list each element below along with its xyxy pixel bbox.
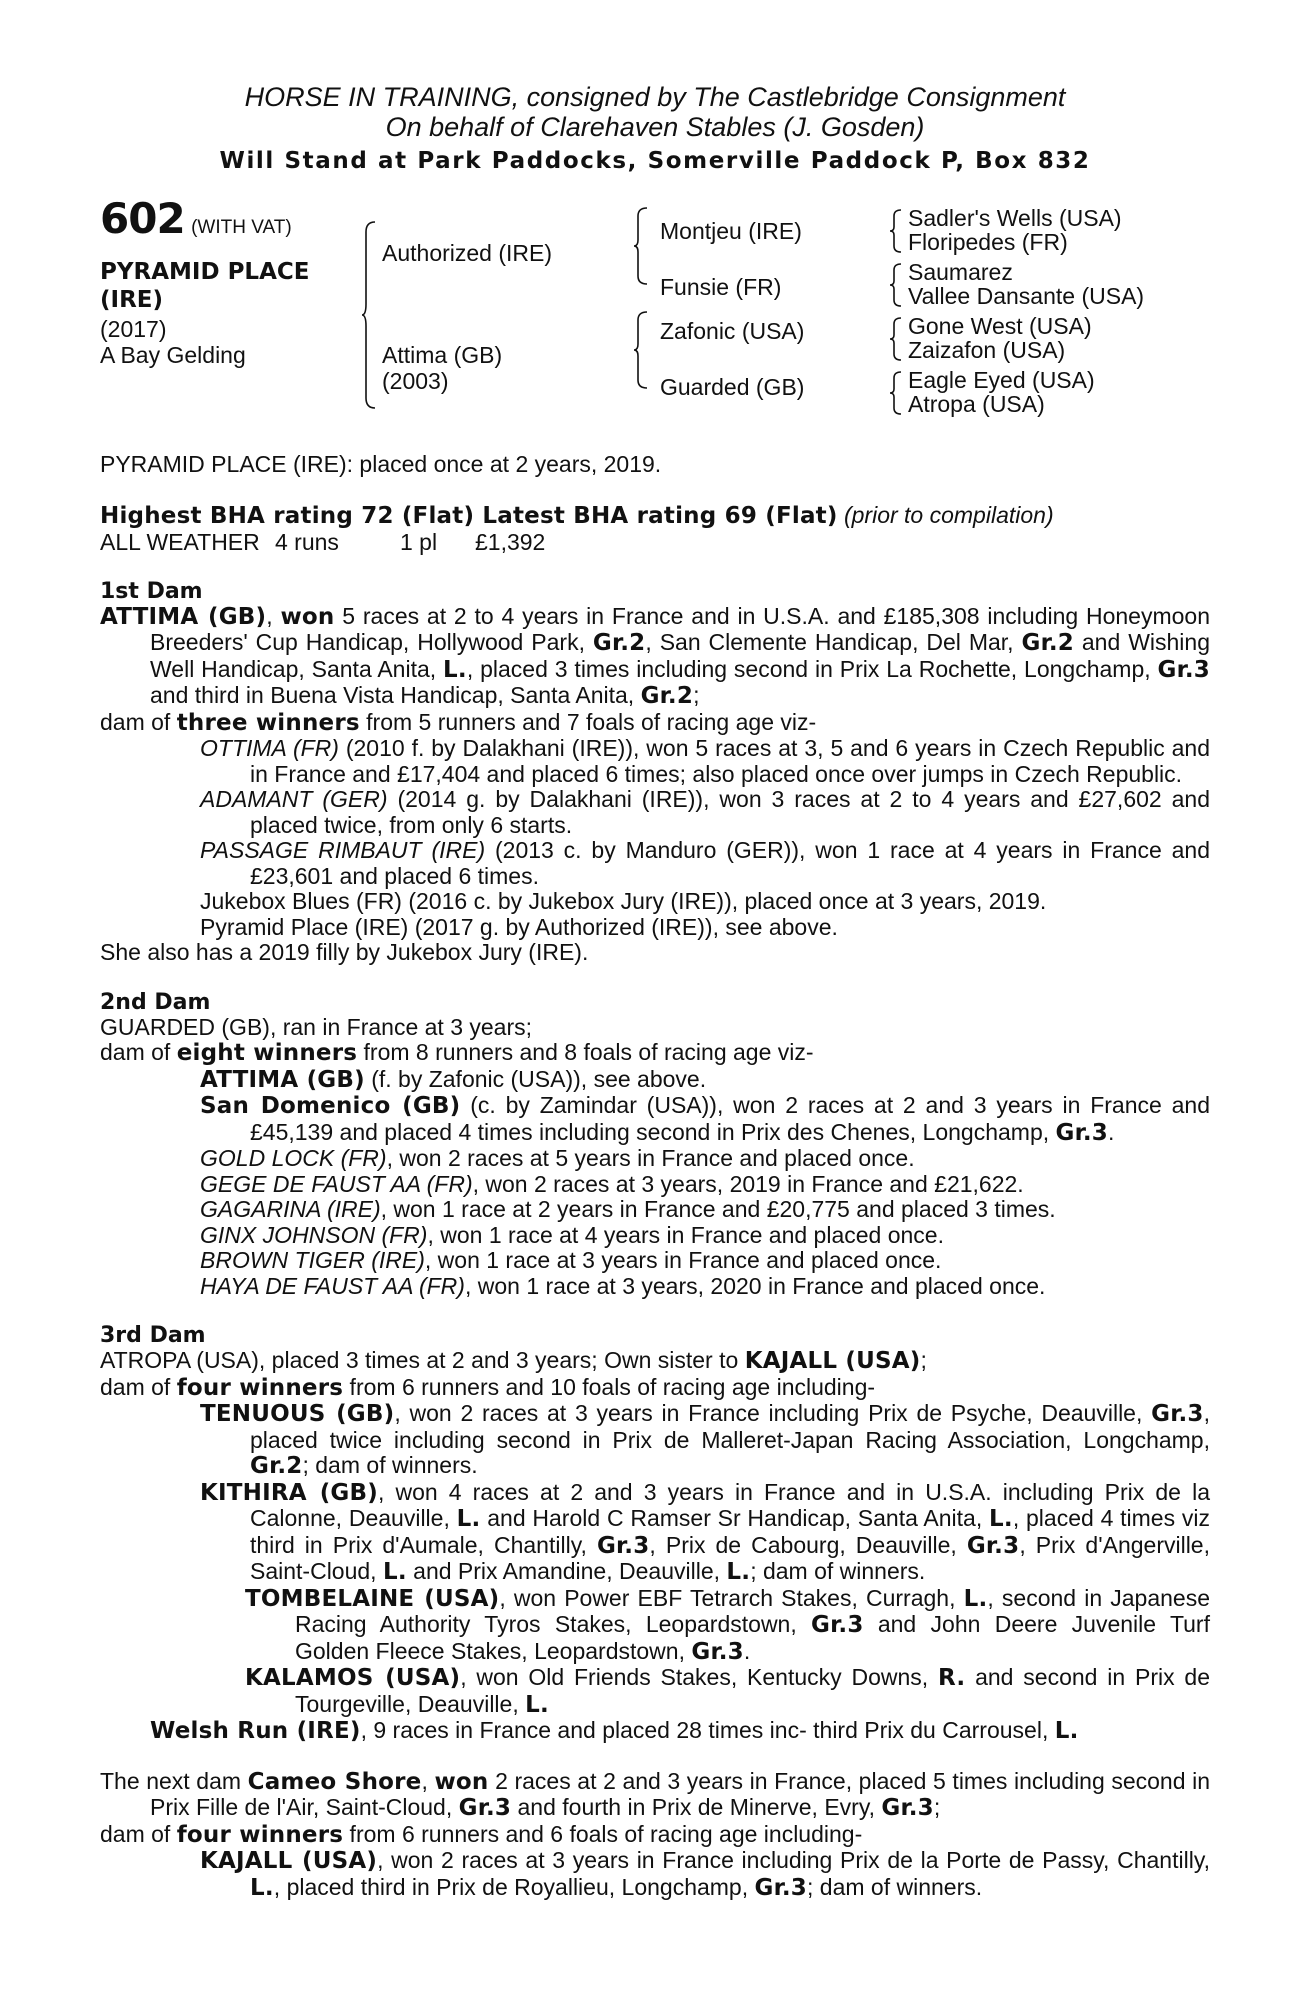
first-dam-heading: 1st Dam bbox=[100, 578, 203, 604]
g2: Floripedes (FR) bbox=[908, 229, 1068, 255]
third-dam-produce-summary: dam of four winners from 6 runners and 10 foals of racing age including- bbox=[100, 1373, 876, 1401]
produce-2019-filly: She also has a 2019 filly by Jukebox Jury (IRE). bbox=[100, 939, 589, 965]
dam-dam: Guarded (GB) bbox=[660, 374, 805, 400]
third-dam-heading: 3rd Dam bbox=[100, 1323, 206, 1348]
second-dam-produce-summary: dam of eight winners from 8 runners and 8 foals of racing age viz- bbox=[100, 1039, 814, 1066]
vat-note: (WITH VAT) bbox=[191, 217, 292, 238]
g5: Gone West (USA) bbox=[908, 313, 1092, 339]
produce-gold-lock: GOLD LOCK (FR), won 2 races at 5 years in France and placed once. bbox=[200, 1145, 915, 1171]
brace-g4 bbox=[890, 370, 902, 416]
produce-tenuous: TENUOUS (GB), won 2 races at 3 years in France including Prix de Psyche, Deauville, Gr.3, placed twice including second in Prix de Malleret-Japan Racing Association, Longchamp, Gr.2; dam of winners. bbox=[200, 1400, 1210, 1479]
sire-dam: Funsie (FR) bbox=[660, 274, 782, 300]
all-weather-record bbox=[100, 529, 1210, 555]
brace-generation-1 bbox=[362, 220, 376, 410]
pedigree-table bbox=[100, 194, 1210, 436]
produce-pyramid-place: Pyramid Place (IRE) (2017 g. by Authorized (IRE)), see above. bbox=[200, 913, 838, 940]
produce-adamant: ADAMANT (GER) (2014 g. by Dalakhani (IRE)), won 3 races at 2 to 4 years and £27,602 and placed twice, from only 6 starts. bbox=[200, 786, 1211, 838]
g6: Zaizafon (USA) bbox=[908, 337, 1066, 363]
brace-sire-parents bbox=[634, 206, 648, 286]
produce-gege-de-faust: GEGE DE FAUST AA (FR), won 2 races at 3 years, 2019 in France and £21,622. bbox=[200, 1170, 1024, 1197]
produce-san-domenico: San Domenico (GB) (c. by Zamindar (USA)), won 2 races at 2 and 3 years in France and £45,139 and placed 4 times including second in Prix des Chenes, Longchamp, Gr.3. bbox=[200, 1092, 1210, 1146]
sire: Authorized (IRE) bbox=[382, 240, 553, 266]
brace-g3 bbox=[890, 316, 902, 362]
first-dam-record: ATTIMA (GB), won 5 races at 2 to 4 years in France and in U.S.A. and £185,308 including Honeymoon Breeders' Cup Handicap, Hollywood Park, Gr.2, San Clemente Handicap, Del Mar, Gr.2 and Wishing Well Handicap, Santa Anita, L., placed 3 times including second in Prix La Rochette, Longchamp, Gr.3 and third in Buena Vista Handicap, Santa Anita, Gr.2; bbox=[100, 602, 1211, 709]
produce-welsh-run: Welsh Run (IRE), 9 races in France and placed 28 times inc- third Prix du Carrousel, L. bbox=[150, 1717, 1079, 1744]
produce-ginx-johnson: GINX JOHNSON (FR), won 1 race at 4 years in France and placed once. bbox=[200, 1221, 944, 1248]
bha-ratings: Highest BHA rating 72 (Flat) Latest BHA rating 69 (Flat) bbox=[100, 502, 838, 529]
brace-dam-parents bbox=[634, 310, 648, 390]
horse-name-country: (IRE) bbox=[100, 287, 164, 313]
produce-gagarina: GAGARINA (IRE), won 1 race at 2 years in France and £20,775 and placed 3 times. bbox=[200, 1196, 1056, 1222]
rating-line bbox=[100, 502, 1210, 529]
first-dam-produce-summary: dam of three winners from 5 runners and 7 foals of racing age viz- bbox=[100, 708, 817, 736]
produce-passage-rimbaut: PASSAGE RIMBAUT (IRE) (2013 c. by Manduro (GER)), won 1 race at 4 years in France and £23,601 and placed 6 times. bbox=[200, 837, 1210, 889]
g8: Atropa (USA) bbox=[908, 391, 1045, 417]
catalogue-page bbox=[100, 82, 1211, 1901]
second-dam-record: GUARDED (GB), ran in France at 3 years; bbox=[100, 1013, 533, 1040]
next-dam-produce-summary: dam of four winners from 6 runners and 6 foals of racing age including- bbox=[100, 1820, 863, 1848]
runs: 4 runs bbox=[275, 528, 339, 555]
next-dam-record: The next dam Cameo Shore, won 2 races at 2 and 3 years in France, placed 5 times including second in Prix Fille de l'Air, Saint-Cloud, Gr.3 and fourth in Prix de Minerve, Evry, Gr.3; bbox=[100, 1767, 1211, 1821]
horse-summary: PYRAMID PLACE (IRE): placed once at 2 years, 2019. bbox=[100, 451, 662, 477]
consignment-line: HORSE IN TRAINING, consigned by The Castlebridge Consignment bbox=[244, 82, 1066, 112]
location-line: Will Stand at Park Paddocks, Somerville Paddock P, Box 832 bbox=[219, 148, 1091, 174]
produce-jukebox-blues: Jukebox Blues (FR) (2016 c. by Jukebox Jury (IRE)), placed once at 3 years, 2019. bbox=[200, 888, 1047, 914]
horse-description: A Bay Gelding bbox=[100, 342, 246, 368]
produce-haya-de-faust: HAYA DE FAUST AA (FR), won 1 race at 3 years, 2020 in France and placed once. bbox=[200, 1272, 1046, 1299]
third-dam-record: ATROPA (USA), placed 3 times at 2 and 3 years; Own sister to KAJALL (USA); bbox=[100, 1347, 927, 1374]
behalf-line: On behalf of Clarehaven Stables (J. Gosden) bbox=[385, 112, 925, 142]
horse-name: PYRAMID PLACE bbox=[100, 259, 310, 285]
produce-attima: ATTIMA (GB) (f. by Zafonic (USA)), see above. bbox=[200, 1065, 707, 1093]
produce-kajall: KAJALL (USA), won 2 races at 3 years in France including Prix de la Porte de Passy, Chantilly, L., placed third in Prix de Royallieu, Longchamp, Gr.3; dam of winners. bbox=[200, 1847, 1210, 1901]
earnings: £1,392 bbox=[475, 528, 546, 555]
g1: Sadler's Wells (USA) bbox=[908, 205, 1122, 231]
produce-ottima: OTTIMA (FR) (2010 f. by Dalakhani (IRE)), won 5 races at 3, 5 and 6 years in Czech Republic and in France and £17,404 and placed 6 times; also placed once over jumps in Czech Republic. bbox=[200, 735, 1210, 787]
dam: Attima (GB) bbox=[382, 342, 503, 368]
g3: Saumarez bbox=[908, 259, 1013, 285]
dam-sire: Zafonic (USA) bbox=[660, 318, 805, 344]
surface: ALL WEATHER bbox=[100, 528, 260, 555]
sire-sire: Montjeu (IRE) bbox=[660, 218, 802, 244]
second-dam-heading: 2nd Dam bbox=[100, 989, 211, 1015]
g7: Eagle Eyed (USA) bbox=[908, 367, 1095, 393]
g4: Vallee Dansante (USA) bbox=[908, 283, 1145, 309]
foaling-year: (2017) bbox=[100, 316, 167, 342]
placed: 1 pl bbox=[400, 528, 438, 555]
brace-g1 bbox=[890, 208, 902, 254]
dam-year: (2003) bbox=[382, 368, 449, 394]
produce-brown-tiger: BROWN TIGER (IRE), won 1 race at 3 years in France and placed once. bbox=[200, 1247, 942, 1273]
ratings-note: (prior to compilation) bbox=[843, 501, 1054, 528]
produce-kalamos: KALAMOS (USA), won Old Friends Stakes, Kentucky Downs, R. and second in Prix de Tourgeville, Deauville, L. bbox=[245, 1664, 1210, 1718]
racing-record bbox=[100, 452, 1210, 1901]
page-header bbox=[100, 82, 1210, 178]
lot-number: 602 bbox=[100, 194, 185, 243]
produce-kithira: KITHIRA (GB), won 4 races at 2 and 3 years in France and in U.S.A. including Prix de la Calonne, Deauville, L. and Harold C Ramser Sr Handicap, Santa Anita, L., placed 4 times viz third in Prix d'Aumale, Chantilly, Gr.3, Prix de Cabourg, Deauville, Gr.3, Prix d'Angerville, Saint-Cloud, L. and Prix Amandine, Deauville, L.; dam of winners. bbox=[200, 1478, 1211, 1585]
brace-g2 bbox=[890, 262, 902, 308]
produce-tombelaine: TOMBELAINE (USA), won Power EBF Tetrarch Stakes, Curragh, L., second in Japanese Racing Authority Tyros Stakes, Leopardstown, Gr.3 and John Deere Juvenile Turf Golden Fleece Stakes, Leopardstown, Gr.3. bbox=[245, 1584, 1210, 1665]
lot-number-row bbox=[100, 194, 292, 243]
